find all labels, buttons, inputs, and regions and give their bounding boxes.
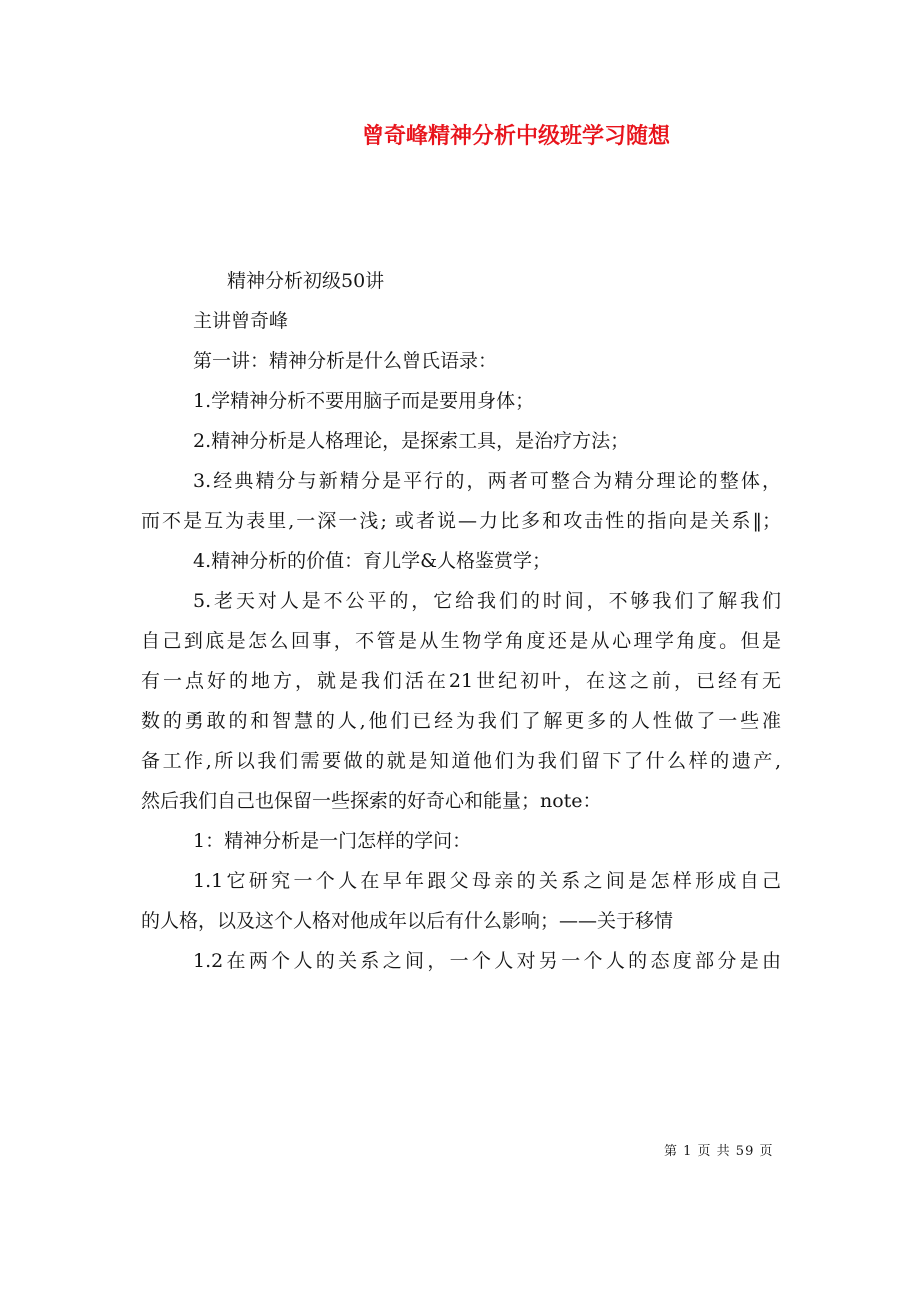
document-title: 曾奇峰精神分析中级班学习随想 [362,123,671,149]
document-body [141,261,781,981]
text-line: 1.1它研究一个人在早年跟父母亲的关系之间是怎样形成自己 [193,870,781,892]
text-line: 有一点好的地方，就是我们活在21世纪初叶，在这之前，已经有无 [141,670,781,692]
text-line: 的人格，以及这个人格对他成年以后有什么影响；——关于移情 [141,910,674,932]
text-line: 1：精神分析是一门怎样的学问： [193,830,472,852]
text-line: 备工作,所以我们需要做的就是知道他们为我们留下了什么样的遗产, [141,750,781,772]
text-line: 精神分析初级50讲 [227,270,385,292]
text-line: 2.精神分析是人格理论，是探索工具，是治疗方法； [193,430,630,452]
text-line: 而不是互为表里,一深一浅; 或者说—力比多和攻击性的指向是关系‖； [141,510,781,532]
text-line: 1.2在两个人的关系之间，一个人对另一个人的态度部分是由 [193,950,781,972]
text-line: 然后我们自己也保留一些探索的好奇心和能量；note： [141,790,602,812]
text-line: 3.经典精分与新精分是平行的，两者可整合为精分理论的整体， [193,470,781,492]
text-line: 主讲曾奇峰 [193,310,289,332]
text-line: 5.老天对人是不公平的，它给我们的时间，不够我们了解我们 [193,590,781,612]
text-line: 1.学精神分析不要用脑子而是要用身体； [193,390,535,412]
text-line: 4.精神分析的价值：育儿学&人格鉴赏学； [193,550,552,572]
text-line: 第一讲：精神分析是什么曾氏语录： [193,350,498,372]
page-number: 第 1 页 共 59 页 [664,1144,774,1159]
text-line: 自己到底是怎么回事，不管是从生物学角度还是从心理学角度。但是 [141,630,781,652]
text-line: 数的勇敢的和智慧的人,他们已经为我们了解更多的人性做了一些准 [141,710,781,732]
